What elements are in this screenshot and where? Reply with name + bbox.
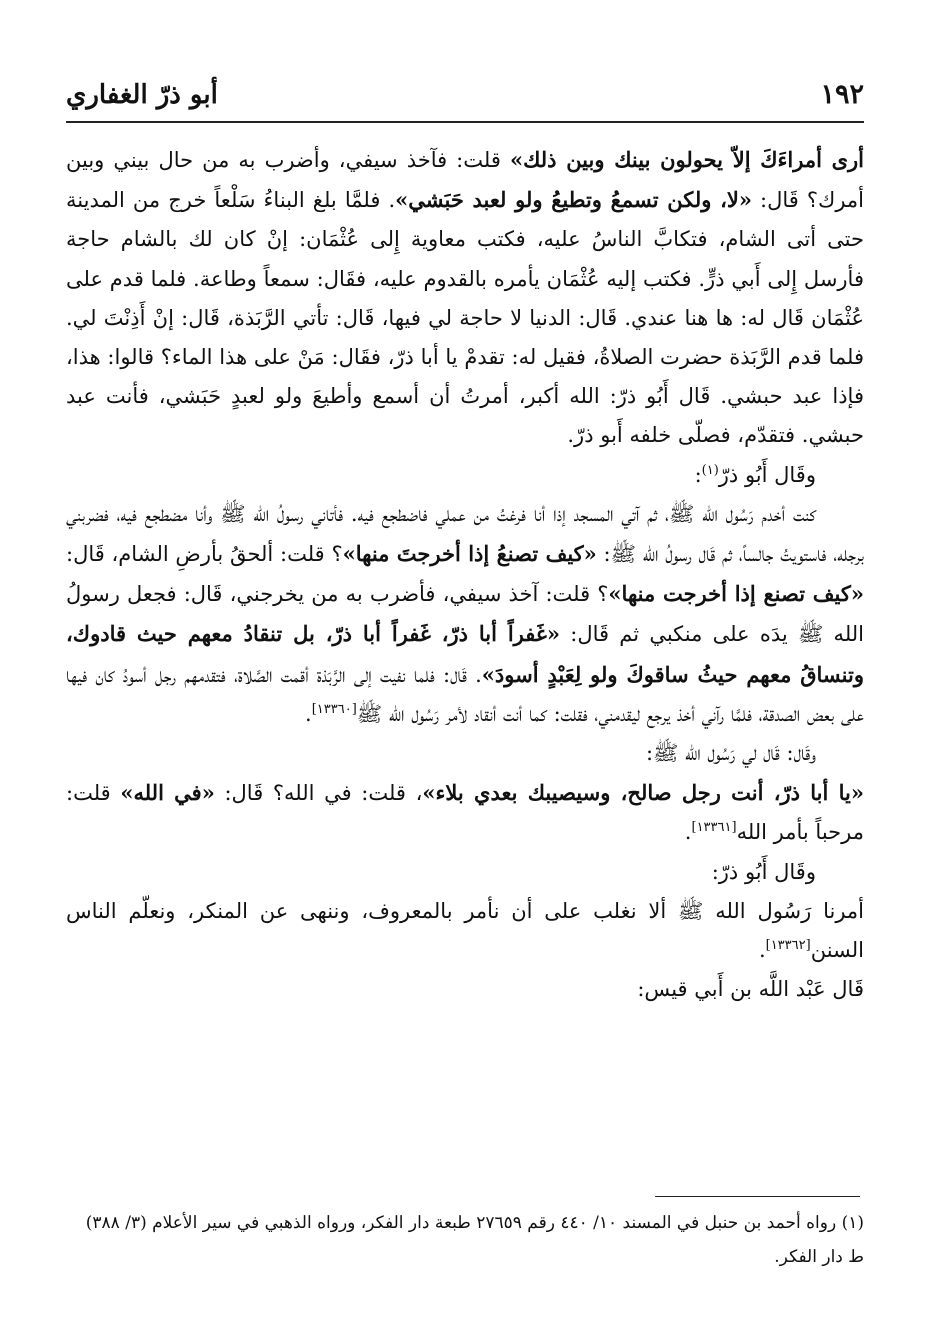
narration-text: . <box>758 938 766 963</box>
narration-text: . فلمَّا بلغ البناءُ سَلْعاً خرج من المدينة حتى أتى الشام، فتكابَّ الناسُ عليه، فكتب معاوية إِلى عُثْمَان: إنْ كان لك بالشام حاجة فأرسل إِلى أَبي ذرٍّ. فكتب إليه عُثْمَان يأمره بالقدوم عليه، فقَال: سمعاً وطاعة. فلما قدم على عُثْمَان قَال له: ها هنا عندي. قَال: الدنيا لا حاجة لي فيها، قَال: تأتي الرَّبَذة، قَال: إنْ أَذِنْتَ لي. فلما قدم الرَّبَذة حضرت الصلاةُ، فقيل له: تقدمْ يا أبا ذرّ، فقَال: مَنْ على هذا الماء؟ قالوا: هذا، فإذا عبد حبشي. قَال أَبُو ذرّ: الله أكبر، أمرتُ أن أسمع وأطيعَ ولو لعبدٍ حَبَشي، فأنت عبد حبشي. فتقدّم، فصلّى خلفه أَبو ذرّ. <box>66 188 864 448</box>
hadith-quote: أرى أمراءَكَ إلاّ يحولون بينك وبين ذلك» <box>509 147 865 172</box>
header-rule <box>66 121 864 123</box>
paragraph-2 <box>66 456 864 495</box>
narration-text: قلت: مرحباً بأمر الله <box>66 781 864 845</box>
body-text <box>66 140 864 1009</box>
narration-text: : <box>694 462 702 487</box>
narration-text: ، قلت: في الله؟ قَال: <box>214 781 423 806</box>
footnote-1: (١) رواه أحمد بن حنبل في المسند ١٠/ ٤٤٠ رقم ٢٧٦٥٩ طبعة دار الفكر، ورواه الذهبي في سير الأعلام (٣/ ٣٨٨) ط دار الفكر. <box>85 1213 864 1267</box>
narration-text: . <box>684 820 692 845</box>
running-head <box>66 60 864 120</box>
hadith-quote: «يا أبا ذرّ، أنت رجل صالح، وسيصيبك بعدي بلاء» <box>422 780 864 806</box>
narration-text: ؟ قلت: ألحقُ بأرضِ الشام، قَال: <box>66 542 343 567</box>
narration-text: ؟ قلت: آخذ سيفي، فأضرب به من يخرجني، قَال: فجعل رسولُ الله ﷺ يدَه على منكبي ثم قَال: <box>66 582 865 647</box>
reference-number: [١٣٣٦٠] <box>311 701 357 717</box>
hadith-quote: «غَفراً أبا ذرّ، غَفراً أبا ذرّ، بل تنقادُ معهم حيث قادوك، وتنساقُ معهم حيثُ ساقوكَ ولو لِعَبْدٍ أسودَ» <box>66 621 864 687</box>
page-number: ١٩٢ <box>820 79 864 110</box>
paragraph-5 <box>66 773 864 852</box>
narration-text: . قَال: فلما نفيت إلى الرَّبَذة أقمت الصَّلاة، فتقدمهم رجل أسودُ كان فيها على بعض الصدقة، فلمَّا رآني أخذ يرجع ليقدمني، فقلت: كما أنت أنقاد لأمر رَسُول الله ﷺ <box>66 662 864 726</box>
footnotes <box>66 1206 864 1274</box>
paragraph-3 <box>66 495 864 734</box>
narration-text: قلت: فآخذ سيفي، وأضرب به من حال بيني وبين أمرك؟ قَال: <box>66 148 865 213</box>
running-head-title: أبو ذرّ الغفاري <box>66 80 218 110</box>
paragraph-6: وقَال أَبُو ذرّ: <box>711 859 816 884</box>
paragraph-7 <box>66 892 864 970</box>
narration-text: أمرنا رَسُول الله ﷺ ألا نغلب على أن نأمر بالمعروف، وننهى عن المنكر، ونعلّم الناس السنن <box>66 898 864 963</box>
footnote-marker: (١) <box>701 462 719 478</box>
reference-number: [١٣٣٦١] <box>691 820 737 836</box>
hadith-quote: «كيف تصنعُ إذا أخرجتَ منها» <box>342 541 597 567</box>
hadith-quote: «في الله» <box>120 780 215 806</box>
narration-text: . <box>305 701 312 726</box>
reference-number: [١٣٣٦٢] <box>765 938 811 954</box>
hadith-quote: «كيف تصنع إذا أخرجت منها» <box>608 581 864 607</box>
footnote-rule <box>655 1196 860 1197</box>
narration-text: وقَال أَبُو ذرّ <box>718 462 816 487</box>
hadith-quote: «لا، ولكن تسمعُ وتطيعُ ولو لعبد حَبَشي» <box>395 187 752 213</box>
paragraph-4: وقَال: قَال لي رَسُول الله ﷺ: <box>645 741 816 766</box>
paragraph-8: قَال عَبْد اللَّه بن أَبي قيس: <box>637 977 864 1002</box>
paragraph-1 <box>66 140 864 456</box>
narration-text: كنت أخدم رَسُول الله ﷺ، ثم آتي المسجد إذا أنا فرغتُ من عملي فاضطجع فيه. فأتاني رسولُ الله ﷺ وأنا مضطجع فيه، فضربني برجله، فاستويتُ جالساً، ثم قَال رسولُ الله ﷺ: <box>66 501 865 567</box>
